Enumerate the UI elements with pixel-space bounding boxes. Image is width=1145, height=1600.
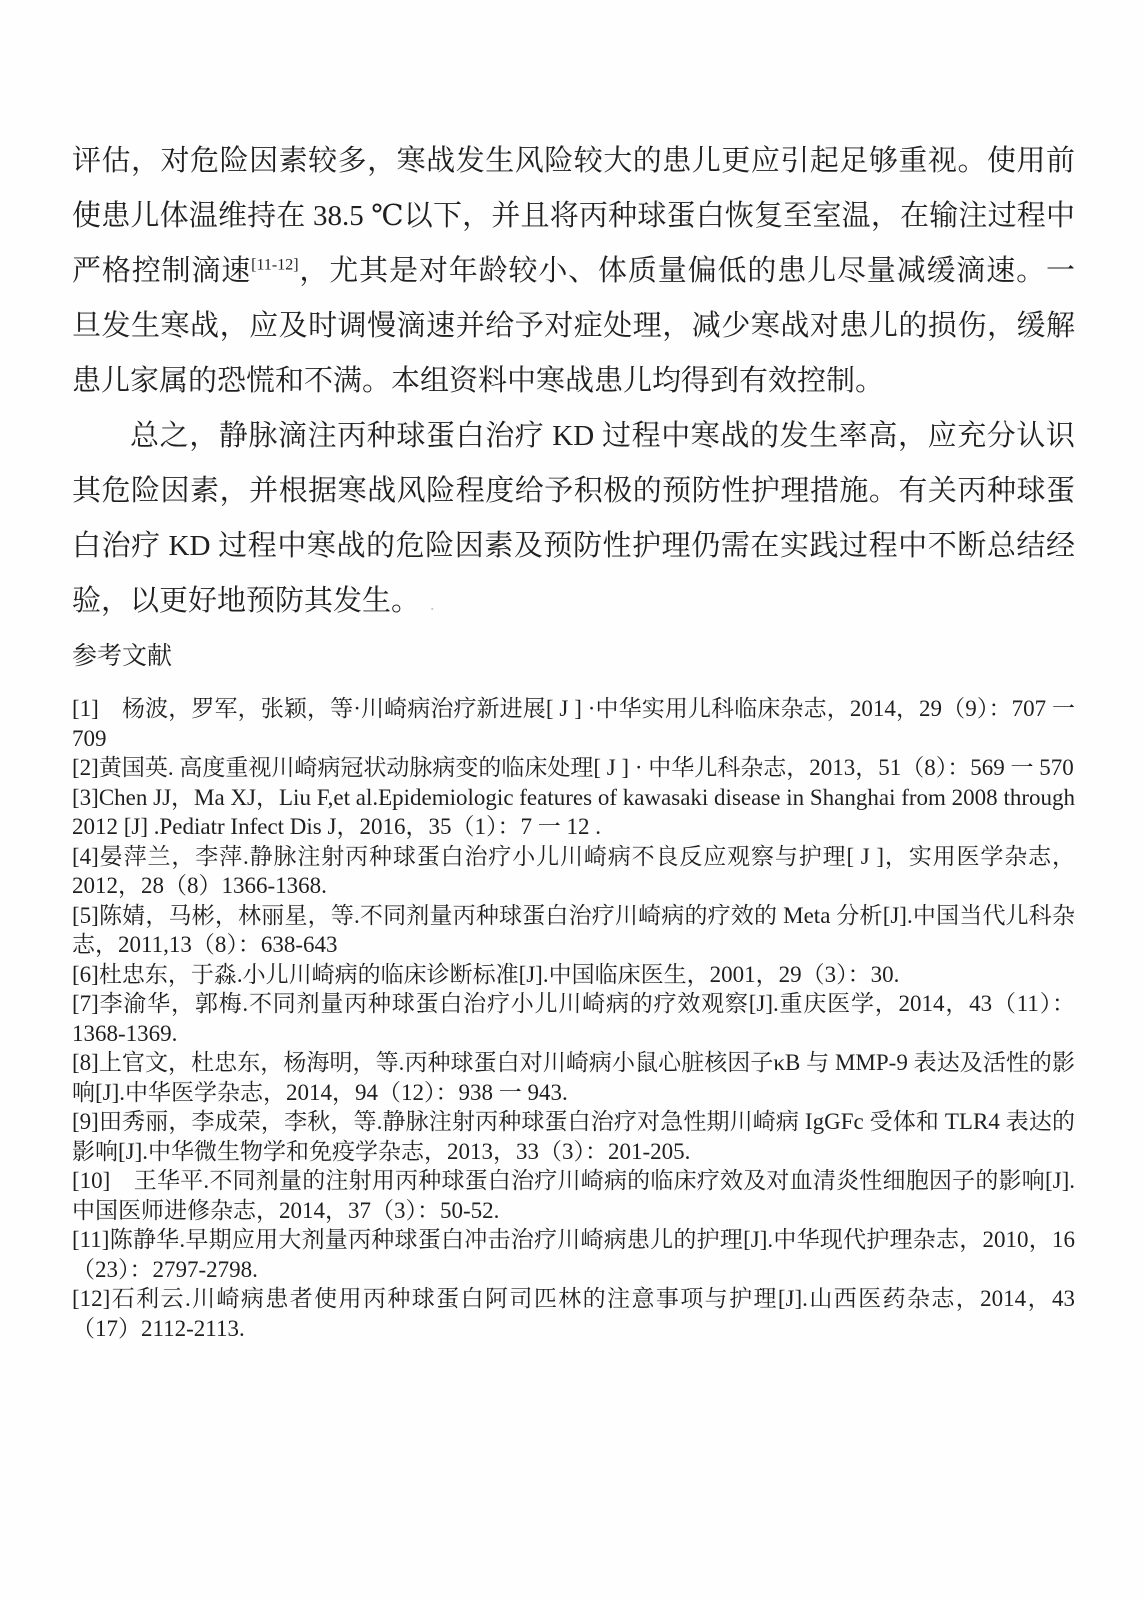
- reference-item: [1] 杨波，罗军，张颖，等·川崎病治疗新进展[ J ] ·中华实用儿科临床杂志，2014，29（9）：707 一 709: [72, 696, 1075, 751]
- reference-item: [7]李渝华，郭梅.不同剂量丙种球蛋白治疗小儿川崎病的疗效观察[J].重庆医学，2014，43（11）：1368-1369.: [72, 991, 1075, 1046]
- paragraph-text: 评估，对危险因素较多，寒战发生风险较大的患儿更应引起足够重视。使用前使患儿体温维持在 38.5 ℃以下，并且将丙种球蛋白恢复至室温，在输注过程中严格控制滴速: [72, 145, 1075, 287]
- reference-item: [2]黄国英. 高度重视川崎病冠状动脉病变的临床处理[ J ] · 中华儿科杂志，2013，51（8）：569 一 570: [72, 755, 1074, 780]
- reference-item: [11]陈静华.早期应用大剂量丙种球蛋白冲击治疗川崎病患儿的护理[J].中华现代护理杂志，2010，16（23）：2797-2798.: [72, 1227, 1075, 1282]
- body-paragraph-1: [72, 134, 1075, 409]
- body-text-block: [72, 134, 1075, 632]
- reference-item: [3]Chen JJ，Ma XJ，Liu F,et al.Epidemiologic features of kawasaki disease in Shanghai from 2008 through 2012 [J] .Pediatr Infect Dis J，2016，35（1）：7 一 12 .: [72, 784, 1075, 839]
- reference-item: [9]田秀丽，李成荣，李秋，等.静脉注射丙种球蛋白治疗对急性期川崎病 IgGFc 受体和 TLR4 表达的影响[J].中华微生物学和免疫学杂志，2013，33（3）：201-205.: [72, 1109, 1075, 1164]
- reference-item: [6]杜忠东，于淼.小儿川崎病的临床诊断标准[J].中国临床医生，2001，29（3）：30.: [72, 961, 900, 987]
- reference-item: [4]晏萍兰，李萍.静脉注射丙种球蛋白治疗小儿川崎病不良反应观察与护理[ J ]，实用医学杂志，2012，28（8）1366-1368.: [72, 843, 1075, 898]
- body-paragraph-2: [72, 409, 1075, 632]
- reference-item: [8]上官文，杜忠东，杨海明，等.丙种球蛋白对川崎病小鼠心脏核因子κB 与 MMP-9 表达及活性的影响[J].中华医学杂志，2014，94（12）：938 一 943.: [72, 1050, 1075, 1105]
- citation-superscript: [11-12]: [251, 256, 299, 274]
- references-heading: 参考文献: [72, 643, 173, 670]
- reference-item: [5]陈婧，马彬，林丽星，等.不同剂量丙种球蛋白治疗川崎病的疗效的 Meta 分析[J].中国当代儿科杂志，2011,13（8）：638-643: [72, 902, 1075, 957]
- paragraph-text: ，尤其是对年龄较小、体质量偏低的患儿尽量减缓滴速。一旦发生寒战，应及时调慢滴速并给予对症处理，减少寒战对患儿的损伤，缓解患儿家属的恐慌和不满。本组资料中寒战患儿均得到有效控制。: [72, 255, 1075, 397]
- reference-item: [12]石利云.川崎病患者使用丙种球蛋白阿司匹林的注意事项与护理[J].山西医药杂志，2014，43（17）2112-2113.: [72, 1286, 1075, 1341]
- paragraph-text: 总之，静脉滴注丙种球蛋白治疗 KD 过程中寒战的发生率高，应充分认识其危险因素，并根据寒战风险程度给予积极的预防性护理措施。有关丙种球蛋白治疗 KD 过程中寒战的危险因素及预防性护理仍需在实践过程中不断总结经验，以更好地预防其发生。: [72, 420, 1075, 617]
- references-list: [72, 694, 1075, 1343]
- scan-artifact-dot: .: [430, 594, 435, 614]
- reference-item: [10] 王华平.不同剂量的注射用丙种球蛋白治疗川崎病的临床疗效及对血清炎性细胞因子的影响[J].中国医师进修杂志，2014，37（3）：50-52.: [72, 1168, 1075, 1223]
